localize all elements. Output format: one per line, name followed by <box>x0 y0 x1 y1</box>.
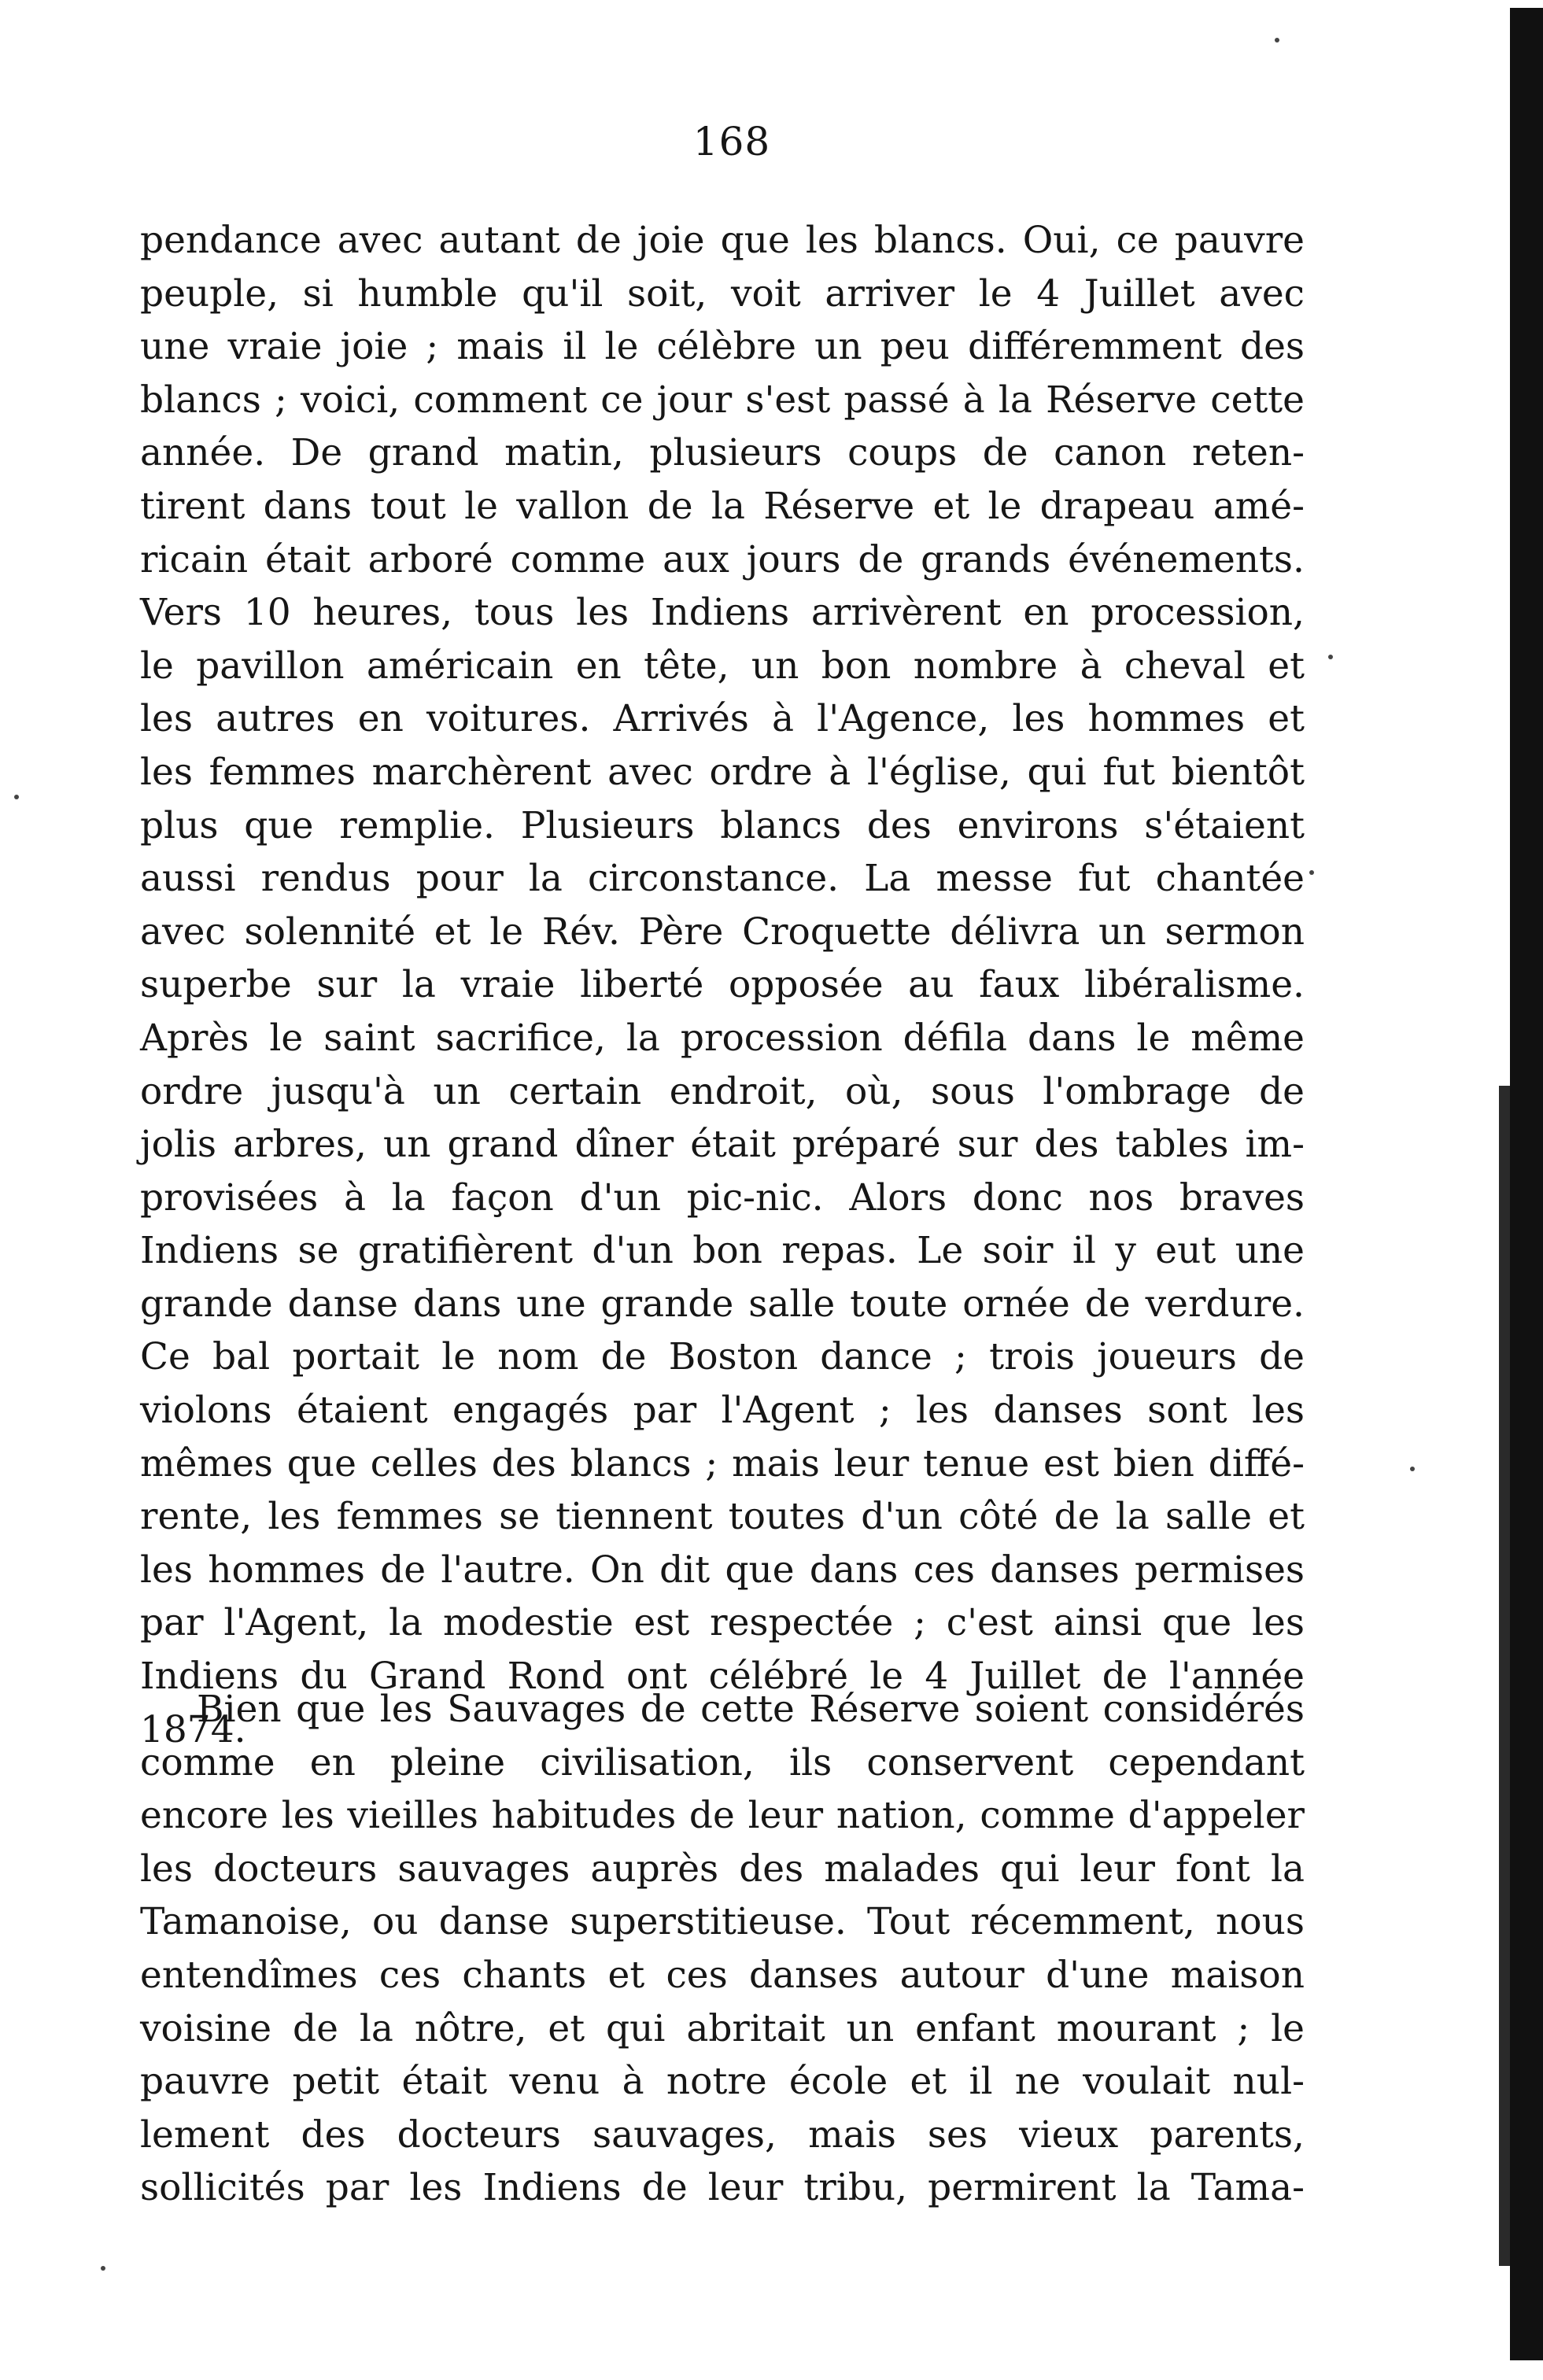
text-line: ricain était arboré comme aux jours de grands événements. <box>140 537 1305 581</box>
text-line: ordre jusqu'à un certain endroit, où, sous l'ombrage de <box>140 1069 1305 1113</box>
text-line: superbe sur la vraie liberté opposée au faux libéralisme. <box>140 963 1305 1007</box>
text-line: avec solennité et le Rév. Père Croquette délivra un sermon <box>140 910 1305 954</box>
scan-speck <box>1328 655 1333 659</box>
scan-speck <box>1410 1467 1415 1471</box>
text-line: les femmes marchèrent avec ordre à l'église, qui fut bientôt <box>140 750 1305 794</box>
text-line: 1874. <box>140 1707 246 1751</box>
scan-edge-shadow-inner <box>1499 1086 1510 2266</box>
text-line: les autres en voitures. Arrivés à l'Agence, les hommes et <box>140 697 1305 741</box>
scan-speck <box>101 2266 105 2271</box>
scan-speck <box>14 795 19 799</box>
scan-edge-shadow <box>1510 8 1543 2360</box>
paragraph-2 <box>140 1683 1305 2210</box>
text-line: blancs ; voici, comment ce jour s'est passé à la Réserve cette <box>140 378 1305 422</box>
text-line: encore les vieilles habitudes de leur nation, comme d'appeler <box>140 1794 1305 1838</box>
paragraph-1 <box>140 214 1305 1756</box>
text-line: jolis arbres, un grand dîner était préparé sur des tables im- <box>140 1123 1305 1167</box>
text-line: Bien que les Sauvages de cette Réserve soient considérés <box>197 1688 1305 1731</box>
text-line: provisées à la façon d'un pic-nic. Alors donc nos braves <box>140 1175 1305 1220</box>
page-number: 168 <box>692 119 771 164</box>
text-line: une vraie joie ; mais il le célèbre un peu différemment des <box>140 325 1305 369</box>
text-line: Après le saint sacrifice, la procession défila dans le même <box>140 1016 1305 1060</box>
text-line: violons étaient engagés par l'Agent ; les danses sont les <box>140 1389 1305 1433</box>
text-line: année. De grand matin, plusieurs coups de canon reten- <box>140 431 1305 475</box>
text-line: entendîmes ces chants et ces danses autour d'une maison <box>140 1953 1305 1997</box>
text-line: voisine de la nôtre, et qui abritait un enfant mourant ; le <box>140 2006 1305 2050</box>
text-line: grande danse dans une grande salle toute ornée de verdure. <box>140 1282 1305 1326</box>
text-line: pendance avec autant de joie que les blancs. Oui, ce pauvre <box>140 219 1305 262</box>
text-line: plus que remplie. Plusieurs blancs des environs s'étaient <box>140 803 1305 847</box>
text-line: tirent dans tout le vallon de la Réserve et le drapeau amé- <box>140 484 1305 528</box>
text-line: comme en pleine civilisation, ils conservent cependant <box>140 1740 1305 1784</box>
text-line: Tamanoise, ou danse superstitieuse. Tout récemment, nous <box>140 1900 1305 1944</box>
text-line: peuple, si humble qu'il soit, voit arriver le 4 Juillet avec <box>140 271 1305 315</box>
text-line: les hommes de l'autre. On dit que dans ces danses permises <box>140 1548 1305 1592</box>
scan-speck <box>1275 38 1279 42</box>
text-line: Ce bal portait le nom de Boston dance ; trois joueurs de <box>140 1335 1305 1379</box>
text-line: par l'Agent, la modestie est respectée ; c'est ainsi que les <box>140 1601 1305 1645</box>
text-line: les docteurs sauvages auprès des malades qui leur font la <box>140 1847 1305 1891</box>
text-line: mêmes que celles des blancs ; mais leur tenue est bien diffé- <box>140 1441 1305 1485</box>
text-line: Vers 10 heures, tous les Indiens arrivèrent en procession, <box>140 591 1305 635</box>
text-line: sollicités par les Indiens de leur tribu, permirent la Tama- <box>140 2166 1305 2210</box>
text-line: le pavillon américain en tête, un bon nombre à cheval et <box>140 644 1305 688</box>
text-line: lement des docteurs sauvages, mais ses vieux parents, <box>140 2112 1305 2157</box>
text-line: Indiens du Grand Rond ont célébré le 4 Juillet de l'année <box>140 1655 1305 1699</box>
text-line: Indiens se gratifièrent d'un bon repas. Le soir il y eut une <box>140 1229 1305 1273</box>
text-line: aussi rendus pour la circonstance. La messe fut chantée <box>140 857 1305 901</box>
text-line: rente, les femmes se tiennent toutes d'un côté de la salle et <box>140 1495 1305 1539</box>
scan-speck <box>1309 870 1314 875</box>
text-line: pauvre petit était venu à notre école et il ne voulait nul- <box>140 2060 1305 2104</box>
